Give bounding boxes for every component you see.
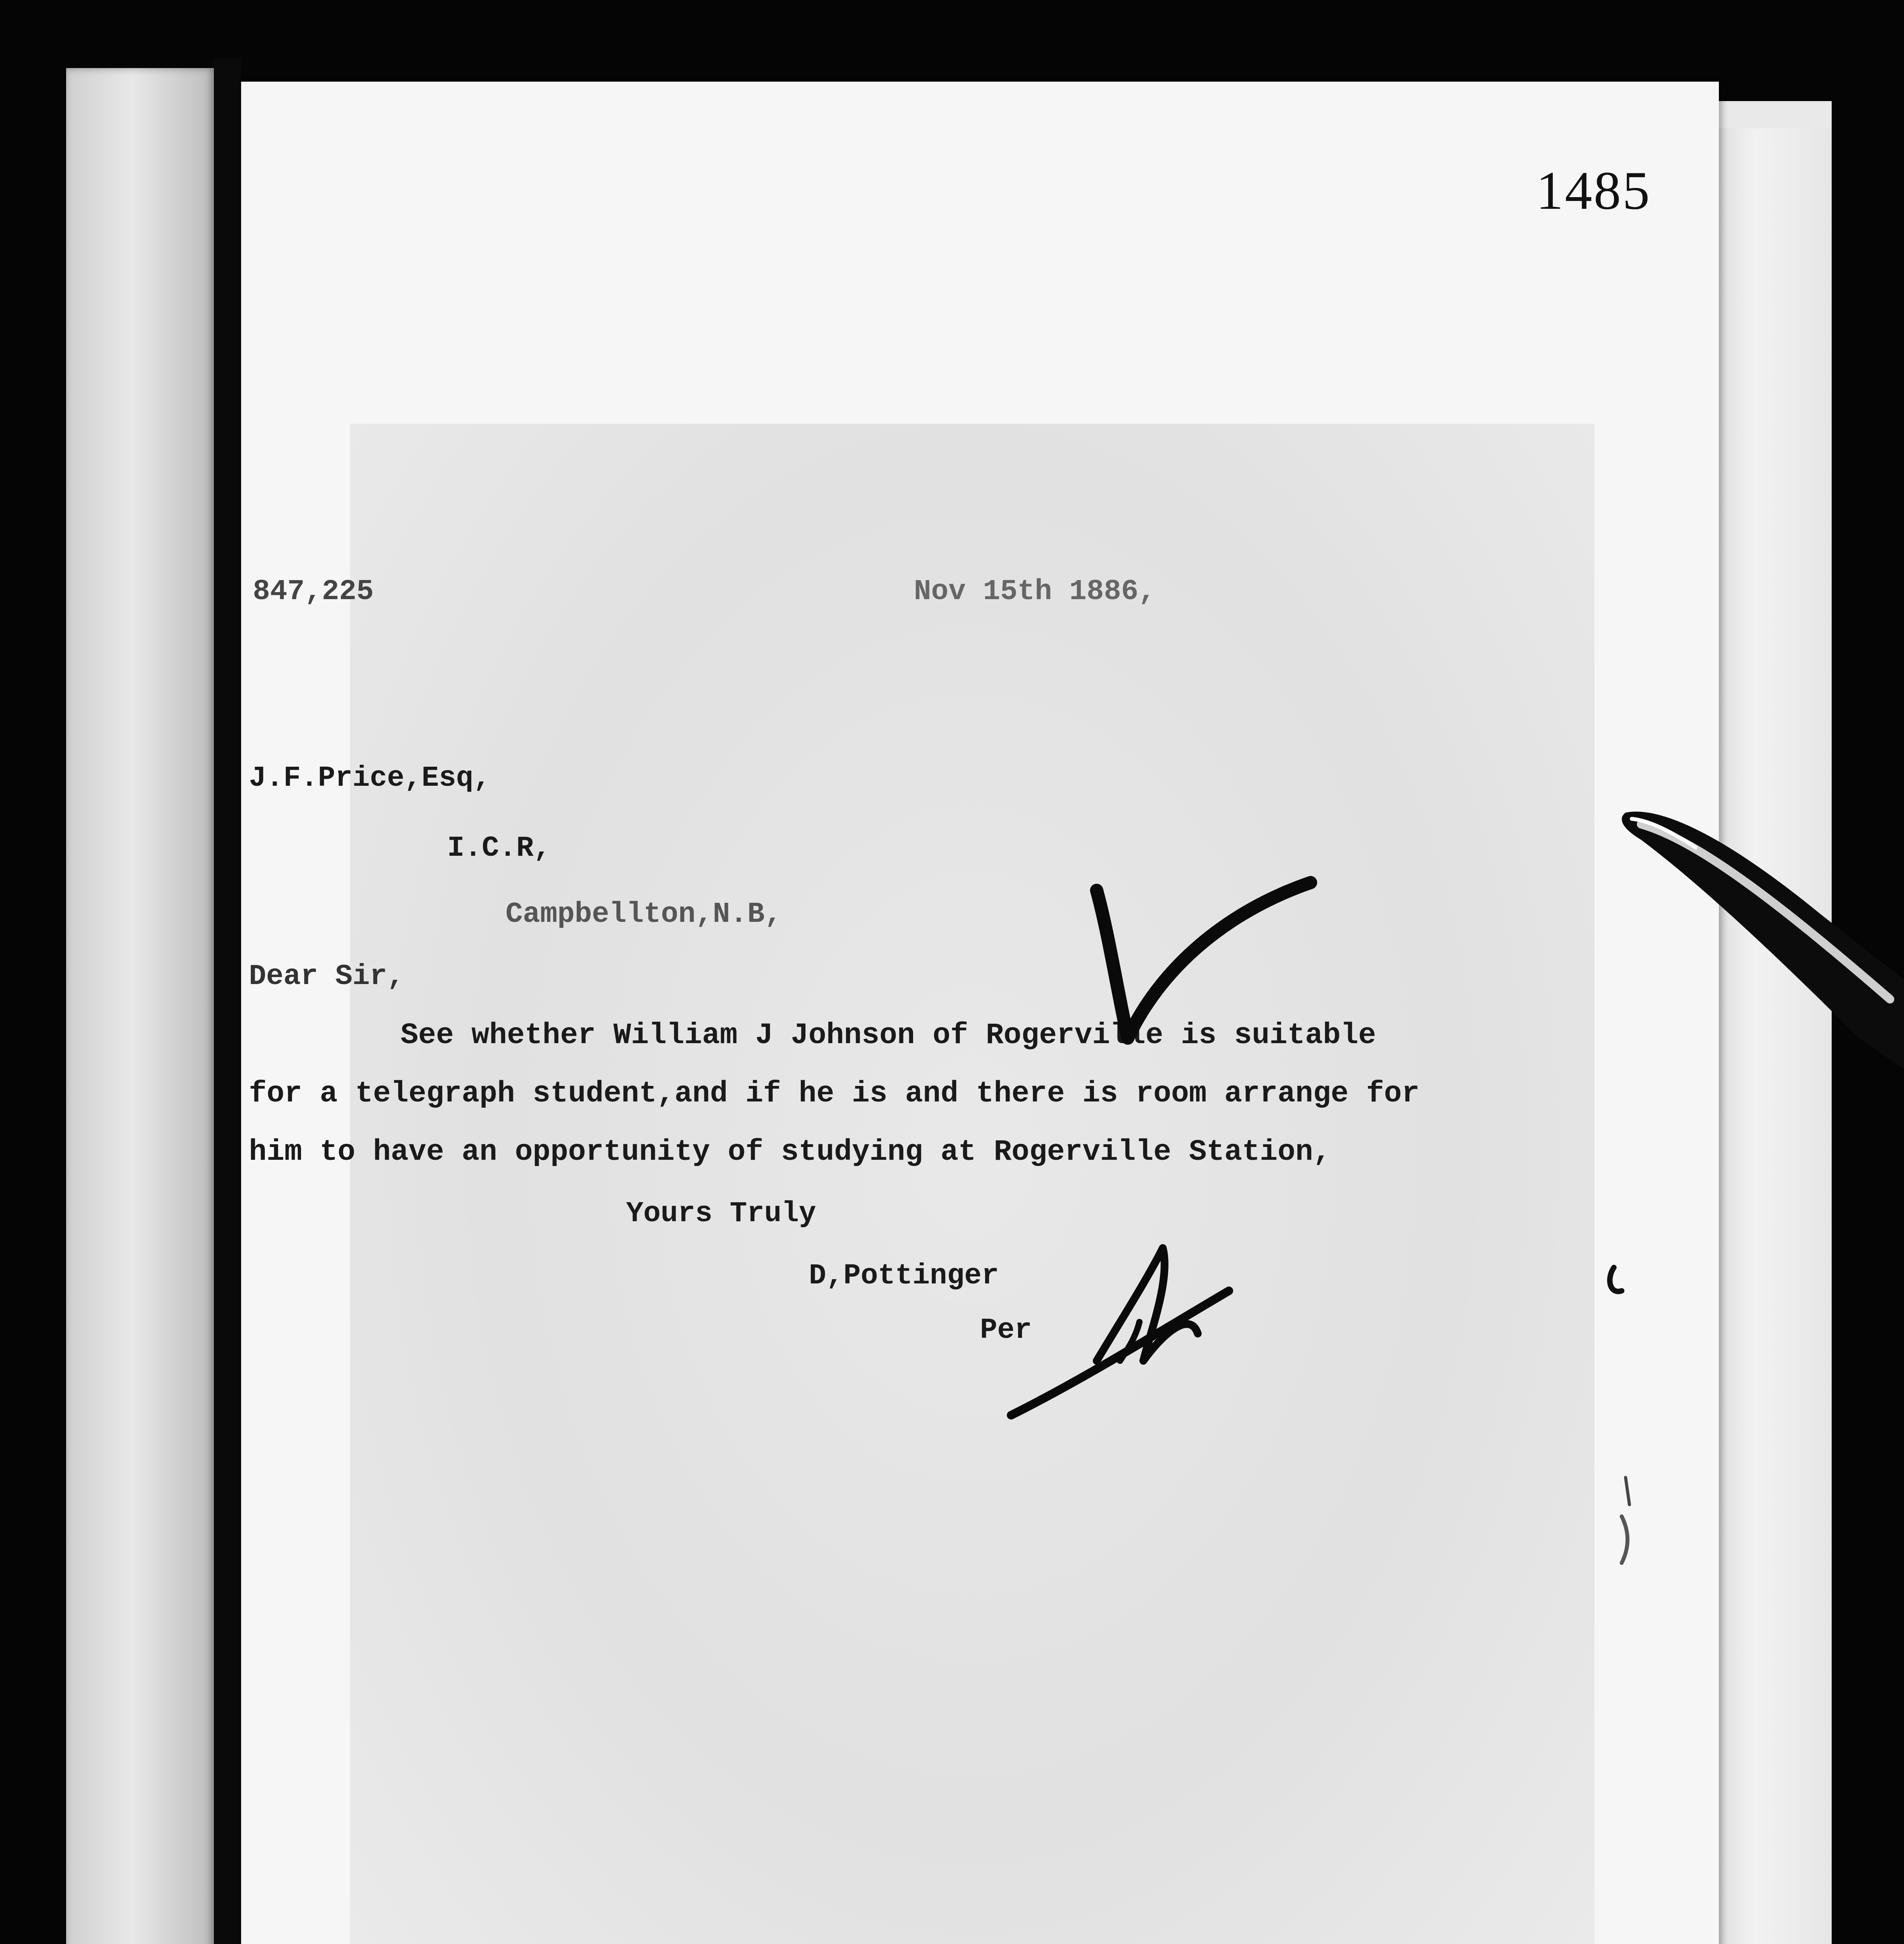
binding-gap (214, 58, 241, 1944)
margin-marks (1606, 1236, 1653, 1586)
binding-strip (66, 68, 214, 1944)
body-line: for a telegraph student,and if he is and there is room arrange for (249, 1077, 1420, 1110)
closing: Yours Truly (626, 1198, 816, 1230)
signatory-name: D,Pottinger (809, 1260, 999, 1292)
addressee-place: Campbellton,N.B, (506, 898, 782, 931)
folio-number: 1485 (1536, 161, 1651, 221)
pen-tip-icon (1618, 797, 1904, 1069)
addressee-name: J.F.Price,Esq, (249, 762, 491, 795)
body-line: See whether William J Johnson of Rogerville is suitable (401, 1019, 1376, 1052)
copy-press-shadow (350, 424, 1594, 1944)
letter-page (241, 82, 1719, 1944)
letter-date: Nov 15th 1886, (914, 575, 1156, 608)
reference-number: 847,225 (253, 575, 374, 608)
per-label: Per (980, 1314, 1032, 1347)
handwritten-initials-signature (980, 1232, 1252, 1435)
salutation: Dear Sir, (249, 960, 404, 993)
check-mark-icon (1081, 855, 1322, 1058)
addressee-organization: I.C.R, (447, 832, 551, 865)
body-line: him to have an opportunity of studying at Rogerville Station, (249, 1135, 1331, 1169)
